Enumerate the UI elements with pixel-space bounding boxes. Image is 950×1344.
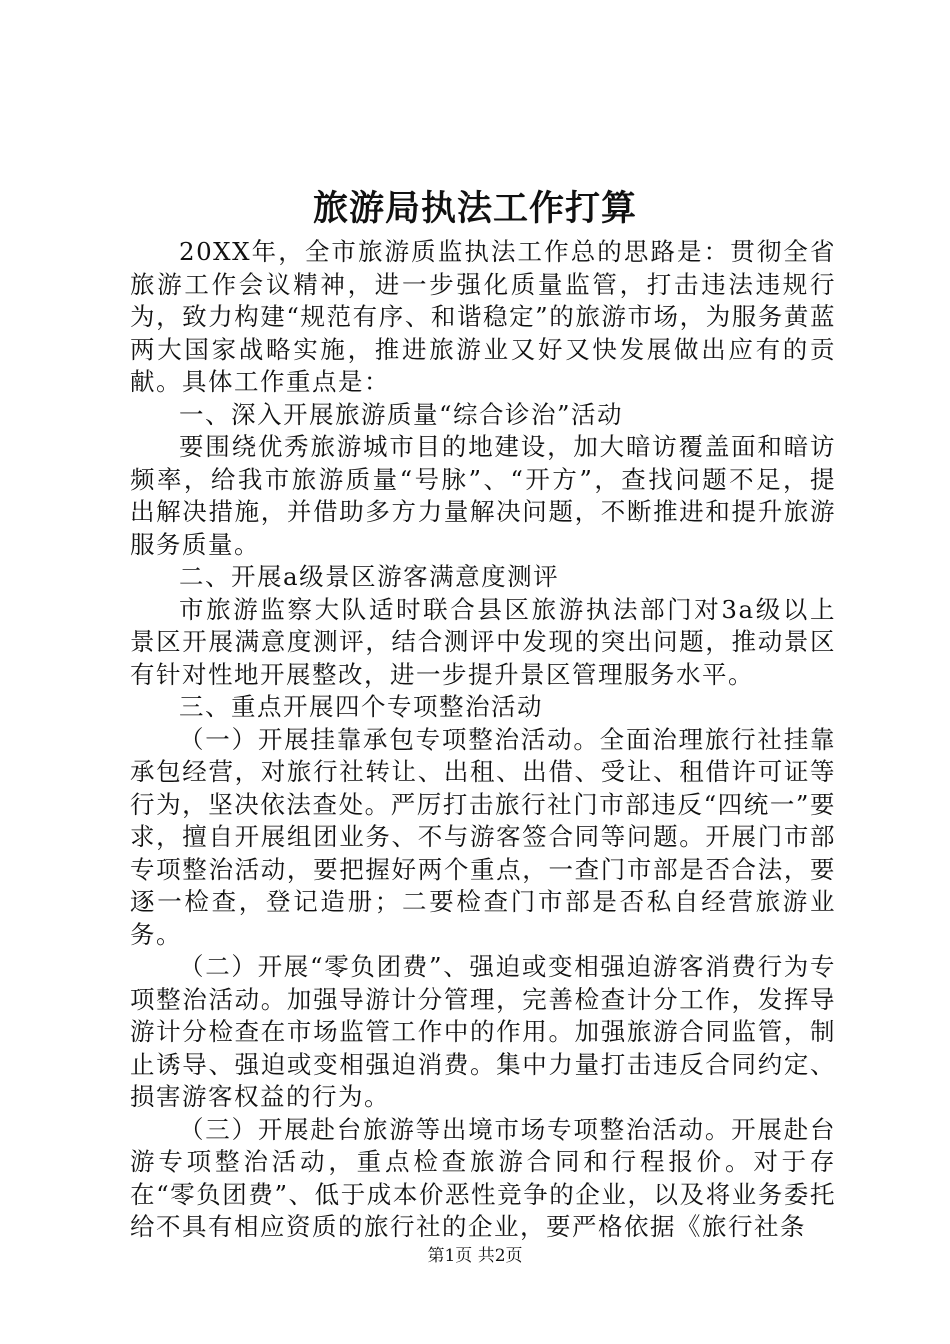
subsection-paragraph-2: （二）开展“零负团费”、强迫或变相强迫游客消费行为专项整治活动。加强导游计分管理，完善检查计分工作，发挥导游计分检查在市场监管工作中的作用。加强旅游合同监管，制止诱导、强迫或变相强迫消费。集中力量打击违反合同约定、损害游客权益的行为。 (130, 952, 836, 1111)
page-footer: 第1页 共2页 (427, 1246, 523, 1266)
subsection-paragraph-1: （一）开展挂靠承包专项整治活动。全面治理旅行社挂靠承包经营，对旅行社转让、出租、出借、受让、租借许可证等行为，坚决依法查处。严厉打击旅行社门市部违反“四统一”要求，擅自开展组团业务、不与游客签合同等问题。开展门市部专项整治活动，要把握好两个重点，一查门市部是否合法，要逐一检查，登记造册；二要检查门市部是否私自经营旅游业务。 (130, 724, 836, 949)
section-paragraph-2: 市旅游监察大队适时联合县区旅游执法部门对3a级以上景区开展满意度测评，结合测评中发现的突出问题，推动景区有针对性地开展整改，进一步提升景区管理服务水平。 (130, 594, 836, 689)
intro-paragraph: 20XX年，全市旅游质监执法工作总的思路是：贯彻全省旅游工作会议精神，进一步强化质量监管，打击违法违规行为，致力构建“规范有序、和谐稳定”的旅游市场，为服务黄蓝两大国家战略实施，推进旅游业又好又快发展做出应有的贡献。具体工作重点是： (130, 237, 836, 396)
document-title: 旅游局执法工作打算 (312, 188, 637, 229)
section-heading-1: 一、深入开展旅游质量“综合诊治”活动 (179, 399, 624, 429)
section-heading-3: 三、重点开展四个专项整治活动 (179, 692, 543, 721)
document-body (130, 236, 836, 1244)
subsection-paragraph-3: （三）开展赴台旅游等出境市场专项整治活动。开展赴台游专项整治活动，重点检查旅游合同和行程报价。对于存在“零负团费”、低于成本价恶性竞争的企业，以及将业务委托给不具有相应资质的旅行社的企业，要严格依据《旅行社条 (130, 1114, 836, 1241)
section-paragraph-1: 要围绕优秀旅游城市目的地建设，加大暗访覆盖面和暗访频率，给我市旅游质量“号脉”、“开方”，查找问题不足，提出解决措施，并借助多方力量解决问题，不断推进和提升旅游服务质量。 (130, 432, 836, 559)
section-heading-2: 二、开展a级景区游客满意度测评 (179, 562, 560, 591)
